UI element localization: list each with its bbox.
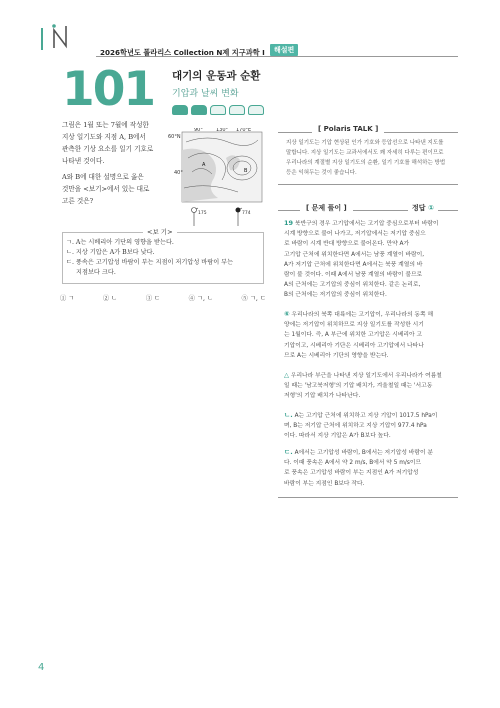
difficulty-icon-filled [191, 105, 207, 115]
answer-choices [60, 293, 266, 305]
bogi-item: ㄴ. 지상 기압은 A가 B보다 낮다. [66, 249, 155, 256]
solution-line: B의 근처에는 저기압의 중심이 위치한다. [284, 292, 387, 299]
talk-bottom-rule [278, 184, 458, 185]
solution-line: 다. 이때 풍속은 A에서 약 2 m/s, B에서 약 5 m/s이므 [284, 460, 422, 467]
difficulty-icon-empty [248, 105, 264, 115]
solution-line: 는 1월이다. 즉, A 부근에 위치한 고기압은 시베리아 고 [284, 332, 423, 339]
question-line: 관측한 기상 요소를 일기 기호로 [62, 145, 154, 153]
weather-map [168, 128, 264, 232]
choice[interactable]: ⑤ ㄱ, ㄷ [241, 295, 266, 302]
choice[interactable]: ① ㄱ [60, 295, 75, 302]
solution-bottom-rule [278, 497, 458, 498]
bogi-items [66, 238, 260, 278]
bogi-item: ㄷ. 풍속은 고기압성 바람이 부는 지점이 저기압성 바람이 부는 [66, 259, 234, 266]
solution-line: 우리나라 부근을 나타낸 지상 일기도에서 우리나라가 여름철 [290, 373, 442, 379]
solution-marker: ⑥ [284, 310, 290, 318]
choice[interactable]: ② ㄴ [102, 295, 118, 302]
answer-label-wrap [408, 203, 438, 213]
difficulty-icon-empty [229, 105, 245, 115]
solution-marker: ㄴ. [284, 411, 293, 419]
talk-body [286, 138, 456, 178]
solution-line: 저형'의 기압 배치가 나타난다. [284, 393, 361, 400]
choice[interactable]: ③ ㄷ [145, 295, 161, 302]
solution-paragraph [284, 218, 458, 301]
difficulty-icon-empty [210, 105, 226, 115]
question-line: 나타낸 것이다. [62, 157, 105, 165]
solution-line: 기압이고, 시베리아 기단은 시베리아 고기압에서 나타나 [284, 342, 424, 349]
solution-line: 바람이 부는 지점인 B보다 작다. [284, 480, 365, 487]
solution-marker: ㄷ. [284, 448, 293, 456]
solution-line: 일 때는 '남고북저형'의 기압 배치가, 겨울철일 때는 '서고동 [284, 383, 433, 390]
solution-paragraph [284, 309, 458, 361]
talk-line: 우리나라의 계절별 지상 일기도의 순환, 일기 기호를 해석하는 방법 [286, 160, 446, 166]
solution-line: A에서는 고기압성 바람이, B에서는 저기압성 바람이 분 [294, 450, 434, 456]
solution-heading: [ 문제 풀이 ] [300, 203, 353, 213]
solution-line: 양에는 저기압이 위치하므로 지상 일기도를 작성한 시기 [284, 322, 424, 329]
question-line: 그림은 1월 또는 7월에 작성한 [62, 121, 149, 129]
bogi-title: <보 기> [143, 227, 177, 236]
talk-heading: [ Polaris TALK ] [312, 125, 384, 133]
station-b-value: 774 [242, 211, 251, 216]
lon2-label: 130° [216, 128, 229, 133]
problem-number: 101 [62, 62, 155, 117]
solution-line: A는 고기압 근처에 위치하고 지상 기압이 1017.5 hPa이 [294, 413, 438, 419]
header-badge: 해설편 [270, 44, 298, 56]
lat-mid-label: 40° [174, 170, 183, 176]
point-b-label: B [244, 168, 248, 174]
solution-paragraph [284, 447, 458, 489]
station-a-value: 175 [198, 211, 207, 216]
station-b-symbol [236, 208, 251, 227]
lon1-label: 90° [194, 128, 203, 133]
answer-label: 정답 [412, 204, 426, 212]
lat-top-label: 60°N [168, 134, 181, 140]
station-a-symbol [192, 208, 207, 227]
problem-title: 대기의 운동과 순환 [172, 70, 261, 82]
question-line: 지상 일기도와 지점 A, B에서 [62, 133, 146, 141]
logo [40, 20, 90, 56]
question-line: 것만을 <보기>에서 있는 대로 [62, 185, 150, 193]
bogi-item: ㄱ. A는 시베리아 기단의 영향을 받는다. [66, 239, 174, 246]
solution-line: 므로 A는 시베리아 기단의 영향을 받는다. [284, 352, 389, 359]
bogi-item: 지점보다 크다. [76, 269, 116, 276]
problem-subtitle: 기압과 날씨 변화 [172, 89, 239, 99]
solution-line: 로 풍속은 고기압성 바람이 부는 지점인 A가 저기압성 [284, 470, 419, 477]
talk-line: 지상 일기도는 기압 현상된 인가 기호와 등압선으로 나타낸 지도를 [286, 140, 444, 146]
solution-line: 로 바람이 시계 반대 방향으로 불어온다. 만약 A가 [284, 241, 410, 248]
solution-line: 시계 방향으로 불어 나가고, 저기압에서는 저기압 중심으 [284, 231, 426, 238]
choice[interactable]: ④ ㄱ, ㄴ [188, 295, 214, 302]
solution-line: 며, B는 저기압 근처에 위치하고 지상 기압이 977.4 hPa [284, 423, 427, 430]
answer-value: ① [427, 204, 434, 212]
solution-line: A가 저기압 근처에 위치한다면 A에서는 북풍 계열의 바 [284, 261, 423, 268]
solution-marker: 19 [284, 219, 294, 227]
page-number: 4 [38, 662, 45, 673]
solution-line: 이다. 따라서 지상 기압은 A가 B보다 높다. [284, 433, 391, 440]
solution-line: A의 근처에는 고기압의 중심이 위치한다. 같은 논리로, [284, 282, 421, 289]
point-a-label: A [202, 162, 206, 168]
solution-line: 북반구의 경우 고기압에서는 고기압 중심으로부터 바람이 [294, 221, 439, 227]
talk-line: 말합니다. 지상 일기도는 교과서에서도 꽤 자세히 다루는 편이므로 [286, 150, 444, 156]
solution-line: 고기압 근처에 위치한다면 A에서는 남풍 계열이 바람이, [284, 251, 425, 258]
solution-line: 람이 불 것이다. 이때 A에서 남풍 계열의 바람이 불므로 [284, 272, 423, 279]
question-line: 고른 것은? [62, 197, 94, 205]
warning-icon: △ [284, 371, 289, 379]
header-title: 2026학년도 폴라리스 Collection N제 지구과학 I [100, 48, 265, 57]
question-text [62, 119, 180, 207]
difficulty-icon-filled [172, 105, 188, 115]
difficulty-rating [172, 100, 267, 110]
solution-paragraph [284, 410, 458, 442]
solution-line: 우리나라의 북쪽 대륙에는 고기압이, 우리나라의 동쪽 해 [291, 312, 434, 318]
talk-line: 등은 익혀두는 것이 좋습니다. [286, 170, 357, 176]
solution-paragraph [284, 370, 458, 402]
question-line: A와 B에 대한 설명으로 옳은 [62, 173, 144, 181]
lon3-label: 170°E [236, 128, 252, 133]
